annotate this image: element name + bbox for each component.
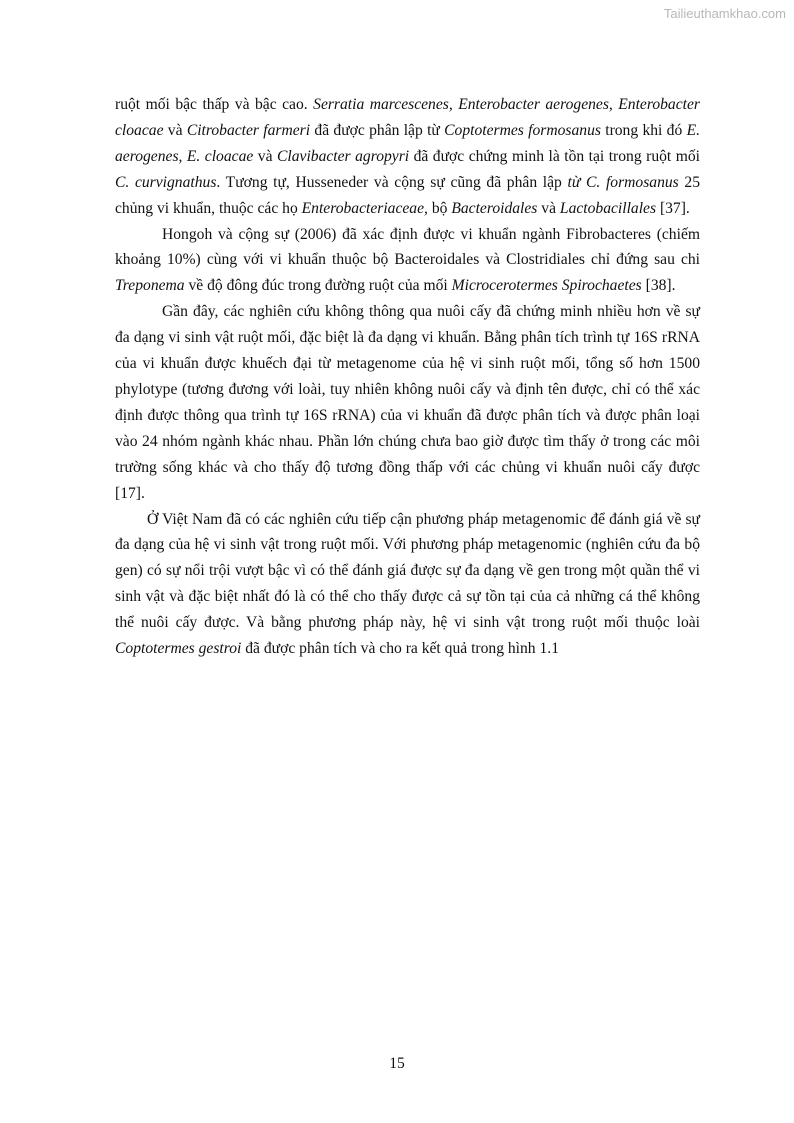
italic-text-run: Clavibacter agropyri — [277, 147, 410, 165]
text-run: và — [253, 147, 277, 165]
paragraph-2 — [115, 222, 700, 300]
italic-text-run: Lactobacillales — [559, 199, 657, 217]
italic-text-run: Serratia marcescenes, Enterobacter aerogenes, Enterobacter cloacae — [115, 96, 700, 139]
italic-text-run: Microcerotermes Spirochaetes — [451, 277, 642, 295]
paragraph-4 — [115, 507, 700, 662]
text-run: và — [537, 199, 560, 217]
text-run: về độ đông đúc trong đường ruột của mối — [184, 277, 452, 295]
italic-text-run: Bacteroidales — [451, 199, 538, 217]
text-run: 25 chủng vi khuẩn, thuộc các họ — [115, 173, 701, 217]
italic-text-run: Coptotermes gestroi — [115, 640, 242, 658]
text-run: bộ — [427, 199, 452, 217]
italic-text-run: từ C. formosanus — [567, 173, 679, 191]
text-run: Ở Việt Nam đã có các nghiên cứu tiếp cận phương pháp metagenomic để đánh giá về sự đa dạng của hệ vi sinh vật trong ruột mối. Với phương pháp metagenomic (nghiên cứu đa bộ gen) có sự nổi trội vượt bậc vì có thể đánh giá được sự đa dạng về gen trong một quần thể vi sinh vật và đặc biệt nhất đó là có thể cho thấy được cả sự tồn tại của cả những cá thể không thể nuôi cấy được. Và bằng phương pháp này, hệ vi sinh vật trong ruột mối thuộc loài — [115, 510, 700, 632]
paragraph-1 — [115, 92, 700, 222]
italic-text-run: Citrobacter farmeri — [186, 121, 311, 139]
italic-text-run: Enterobacteriaceae, — [301, 199, 428, 217]
italic-text-run: E. aerogenes, E. cloacae — [115, 121, 700, 165]
text-run: . Tương tự, Husseneder và cộng sự cũng đã phân lập — [216, 173, 568, 191]
paragraph-3 — [115, 299, 700, 506]
text-run: đã được chứng minh là tồn tại trong ruột mối — [409, 147, 700, 165]
text-run: trong khi đó — [600, 121, 687, 139]
watermark: Tailieuthamkhao.com — [663, 6, 786, 21]
text-run: [37]. — [656, 199, 690, 217]
italic-text-run: C. curvignathus — [115, 173, 217, 191]
text-run: và — [163, 121, 187, 139]
text-run: ruột mối bậc thấp và bậc cao. — [115, 96, 314, 113]
italic-text-run: Coptotermes formosanus — [444, 121, 601, 139]
text-run: đã được phân tích và cho ra kết quả trong hình 1.1 — [241, 640, 559, 658]
text-run: [38]. — [641, 277, 676, 295]
document-body — [115, 92, 700, 662]
page-number: 15 — [389, 1055, 405, 1072]
text-run: đã được phân lập từ — [310, 121, 445, 139]
text-run: Hongoh và cộng sự (2006) đã xác định được vi khuẩn ngành Fibrobacteres (chiếm khoảng 10%) cùng với vi khuẩn thuộc bộ Bacteroidales và Clostridiales chỉ đứng sau chi — [115, 225, 700, 269]
text-run: Gần đây, các nghiên cứu không thông qua nuôi cấy đã chứng minh nhiều hơn về sự đa dạng vi sinh vật ruột mối, đặc biệt là đa dạng vi khuẩn. Bằng phân tích trình tự 16S rRNA của vi khuẩn được khuếch đại từ metagenome của hệ vi sinh ruột mối, tổng số hơn 1500 phylotype (tương đương với loài, tuy nhiên không nuôi cấy và định tên được, chỉ có thể xác định được thông qua trình tự 16S rRNA) của vi khuẩn đã được phân tích và được phân loại vào 24 nhóm ngành khác nhau. Phần lớn chúng chưa bao giờ được tìm thấy ở trong các môi trường sống khác và cho thấy độ tương đồng thấp với các chủng vi khuẩn nuôi cấy được [17]. — [115, 303, 700, 502]
italic-text-run: Treponema — [115, 277, 185, 295]
